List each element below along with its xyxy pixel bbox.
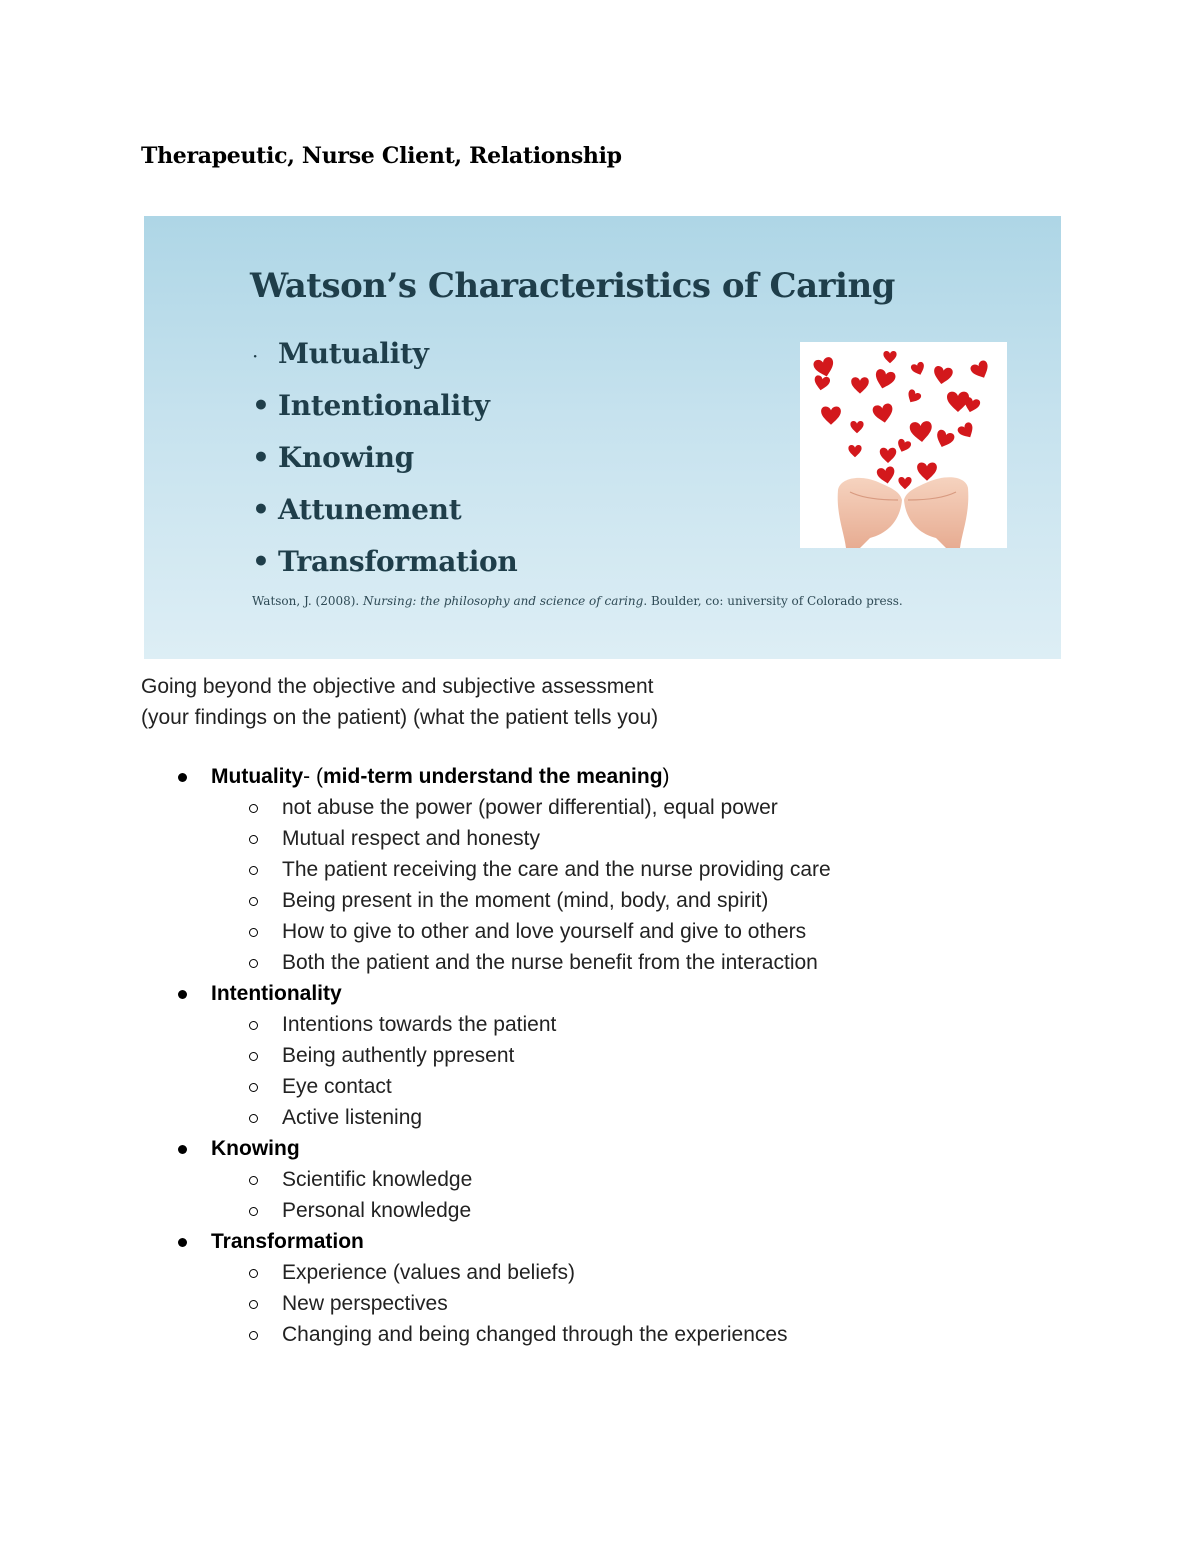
hollow-bullet-icon (249, 1331, 258, 1340)
list-item: Scientific knowledge (0, 1164, 1200, 1195)
hollow-bullet-icon (249, 928, 258, 937)
list-item: Intentions towards the patient (0, 1009, 1200, 1040)
notes-list (0, 761, 1200, 1350)
list-item: New perspectives (0, 1288, 1200, 1319)
section-heading-knowing: Knowing (0, 1133, 1200, 1164)
list-item: Active listening (0, 1102, 1200, 1133)
hollow-bullet-icon (249, 1207, 258, 1216)
list-item: How to give to other and love yourself and give to others (0, 916, 1200, 947)
hollow-bullet-icon (249, 1300, 258, 1309)
hollow-bullet-icon (249, 1052, 258, 1061)
hollow-bullet-icon (249, 1021, 258, 1030)
slide-bullet-item: • Attunement (252, 493, 462, 526)
hollow-bullet-icon (249, 835, 258, 844)
slide-bullet-item: • Transformation (252, 545, 518, 578)
list-item: not abuse the power (power differential), equal power (0, 792, 1200, 823)
hollow-bullet-icon (249, 1114, 258, 1123)
slide-image (144, 216, 1061, 659)
slide-bullet-item: • Intentionality (252, 389, 490, 422)
filled-bullet-icon (178, 1238, 187, 1247)
intro-text (141, 671, 658, 733)
hollow-bullet-icon (249, 897, 258, 906)
hollow-bullet-icon (249, 1176, 258, 1185)
list-item: Eye contact (0, 1071, 1200, 1102)
list-item: Changing and being changed through the experiences (0, 1319, 1200, 1350)
slide-bullet-item: • Knowing (252, 441, 414, 474)
section-heading-transformation: Transformation (0, 1226, 1200, 1257)
hollow-bullet-icon (249, 1083, 258, 1092)
section-heading-mutuality: Mutuality- (mid-term understand the meaning) (0, 761, 1200, 792)
section-heading-intentionality: Intentionality (0, 978, 1200, 1009)
list-item: Mutual respect and honesty (0, 823, 1200, 854)
slide-citation: Watson, J. (2008). Nursing: the philosophy and science of caring. Boulder, co: university of Colorado press. (252, 594, 903, 608)
list-item: The patient receiving the care and the nurse providing care (0, 854, 1200, 885)
list-item: Experience (values and beliefs) (0, 1257, 1200, 1288)
hollow-bullet-icon (249, 959, 258, 968)
intro-line: (your findings on the patient) (what the patient tells you) (141, 706, 659, 729)
hollow-bullet-icon (249, 804, 258, 813)
list-item: Being present in the moment (mind, body, and spirit) (0, 885, 1200, 916)
list-item: Personal knowledge (0, 1195, 1200, 1226)
filled-bullet-icon (178, 990, 187, 999)
slide-title: Watson’s Characteristics of Caring (250, 266, 895, 306)
slide-bullet-item: · Mutuality (252, 337, 429, 370)
list-item: Being authently ppresent (0, 1040, 1200, 1071)
hollow-bullet-icon (249, 866, 258, 875)
hearts-hands-photo (800, 342, 1007, 548)
hearts-hands-icon (800, 342, 1007, 548)
slide-bullet-list (252, 328, 517, 588)
filled-bullet-icon (178, 1145, 187, 1154)
document-title: Therapeutic, Nurse Client, Relationship (141, 143, 622, 169)
intro-line: Going beyond the objective and subjective assessment (141, 675, 654, 698)
filled-bullet-icon (178, 773, 187, 782)
list-item: Both the patient and the nurse benefit from the interaction (0, 947, 1200, 978)
hollow-bullet-icon (249, 1269, 258, 1278)
